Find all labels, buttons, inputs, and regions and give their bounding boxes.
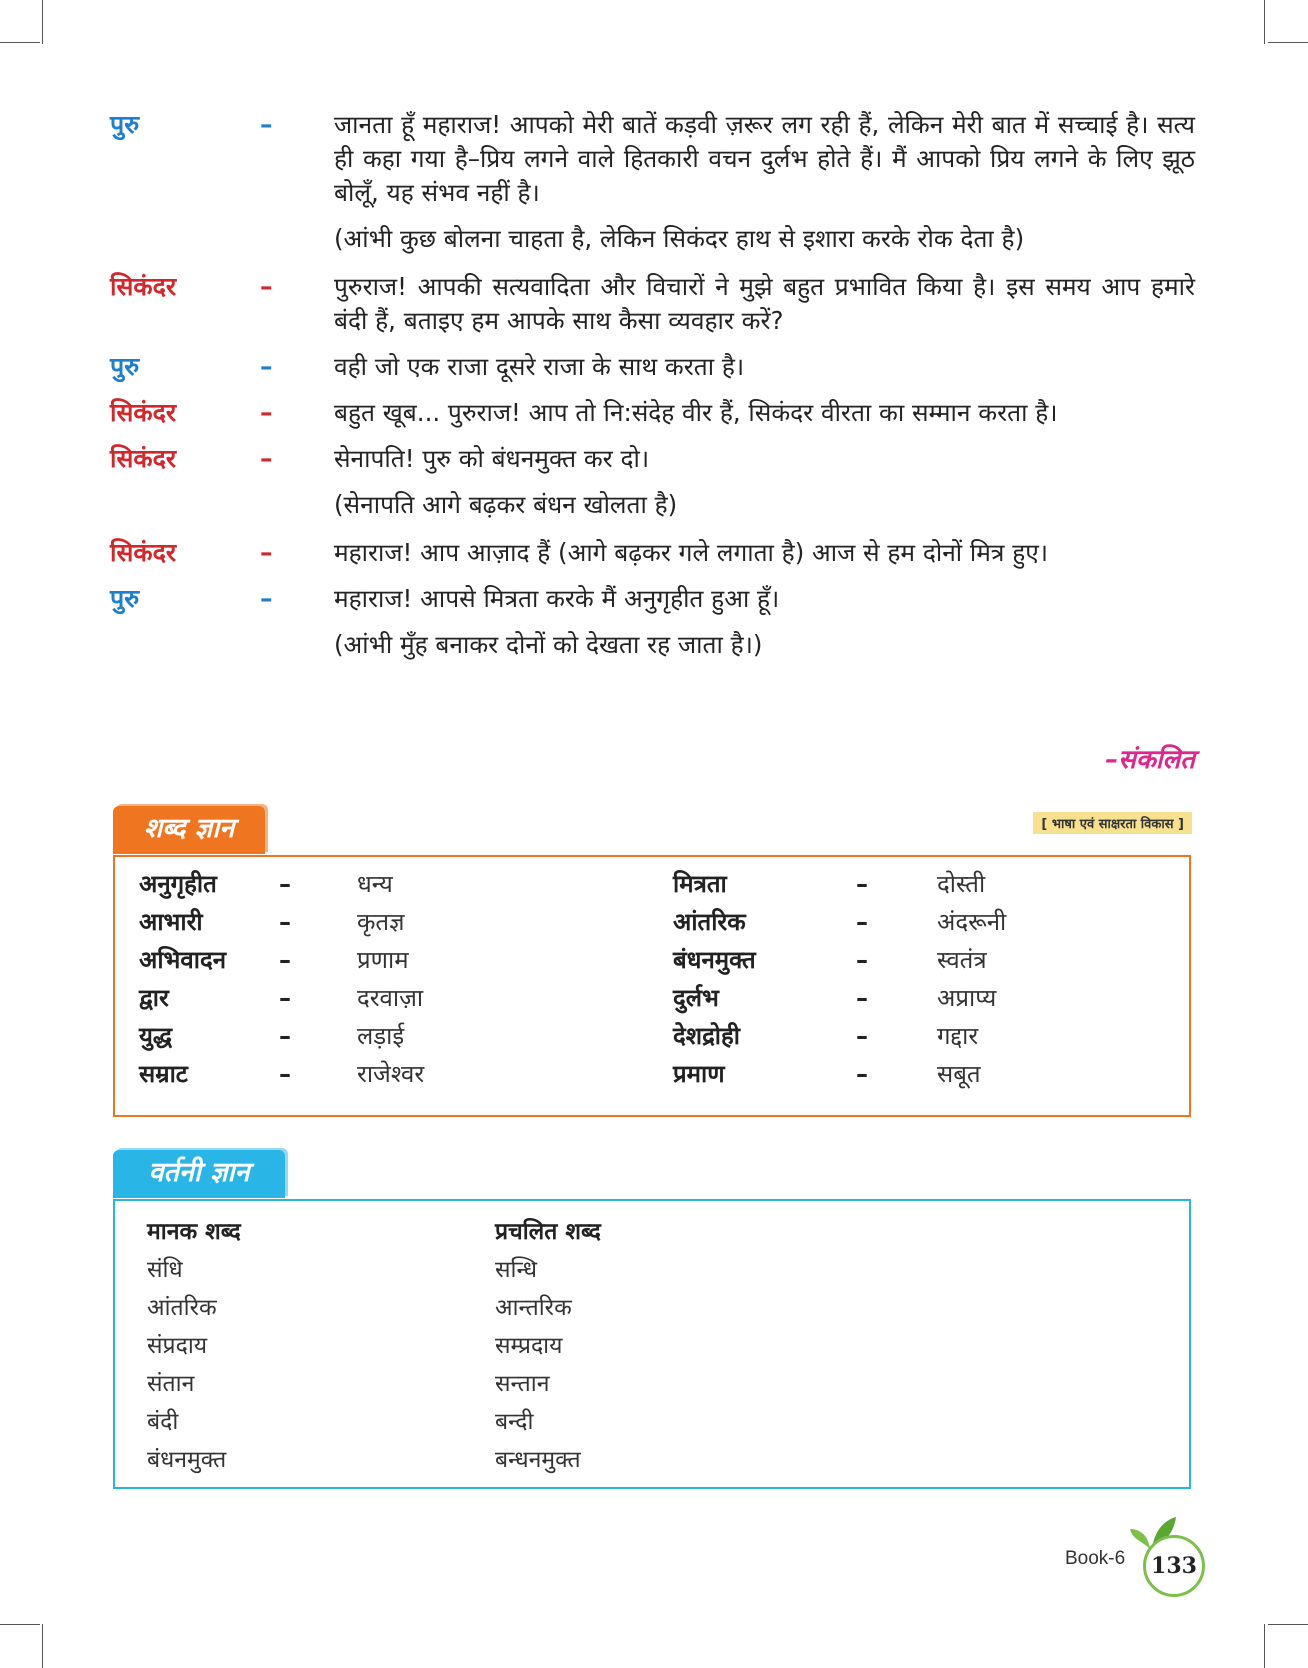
word: अभिवादन [139,946,227,974]
crop-mark [0,42,40,43]
word-row [139,905,203,939]
crop-mark [42,1624,43,1668]
common-word: बन्धनमुक्त [495,1447,581,1473]
dash: – [279,946,291,974]
standard-word: बंधनमुक्त [147,1447,227,1473]
page-number: 133 [1143,1535,1205,1597]
common-word: बन्दी [495,1409,534,1435]
speaker-name: सिकंदर [110,538,177,567]
stage-direction: (आंभी कुछ बोलना चाहता है, लेकिन सिकंदर हाथ से इशारा करके रोक देता है) [334,224,1025,253]
crop-mark [42,0,43,44]
speaker-name: सिकंदर [110,444,177,473]
meaning: धन्य [357,870,393,898]
dash: – [260,584,273,613]
speaker-name: सिकंदर [110,272,177,301]
speech-text: पुरुराज! आपकी सत्यवादिता और विचारों ने मुझे बहुत प्रभावित किया है। इस समय आप हमारे बंदी हैं, बताइए हम आपके साथ कैसा व्यवहार करें? [334,272,1195,335]
meaning: सबूत [937,1060,981,1088]
dash: – [260,538,273,567]
crop-mark [1268,1624,1308,1625]
dash: – [260,272,273,301]
speech-text: महाराज! आपसे मित्रता करके मैं अनुगृहीत हुआ हूँ। [334,584,780,613]
dash: – [260,398,273,427]
source-credit: –संकलित [1105,745,1195,775]
crop-mark [1264,0,1265,44]
standard-word: संधि [147,1257,183,1283]
dash: – [260,110,273,139]
column-header-common: प्रचलित शब्द [495,1219,601,1245]
meaning: अप्राप्य [937,984,997,1012]
speech-text: बहुत खूब... पुरुराज! आप तो नि:संदेह वीर हैं, सिकंदर वीरता का सम्मान करता है। [334,398,1058,427]
standard-word: संतान [147,1371,195,1397]
dash: – [260,444,273,473]
dialogue-section [110,108,1195,676]
shabd-gyan-heading: शब्द ज्ञान [113,806,265,854]
speaker-name: पुरु [110,352,140,381]
crop-mark [0,1624,40,1625]
vartani-gyan-box [113,1199,1191,1489]
dash: – [856,908,868,936]
dialogue-line [110,396,1195,430]
dialogue-line [110,582,1195,616]
stage-direction: (आंभी मुँह बनाकर दोनों को देखता रह जाता है।) [334,630,763,659]
dash: – [856,1060,868,1088]
word: आंतरिक [673,908,746,936]
dash: – [279,1060,291,1088]
dash: – [279,908,291,936]
column-header-standard: मानक शब्द [147,1219,241,1245]
meaning: दरवाज़ा [357,984,424,1012]
speech-text: सेनापति! पुरु को बंधनमुक्त कर दो। [334,444,650,473]
dialogue-line [110,350,1195,384]
dialogue-line [110,536,1195,570]
speech-text: जानता हूँ महाराज! आपको मेरी बातें कड़वी ज़रूर लग रही हैं, लेकिन मेरी बात में सच्चाई है। सत्य ही कहा गया है–प्रिय लगने वाले हितकारी वचन दुर्लभ होते हैं। मैं आपको प्रिय लगने के लिए झूठ बोलूँ, यह संभव नहीं है। [334,110,1195,207]
word: सम्राट [139,1060,188,1088]
book-label: Book-6 [1065,1548,1126,1569]
speech-text: महाराज! आप आज़ाद हैं (आगे बढ़कर गले लगाता है) आज से हम दोनों मित्र हुए। [334,538,1049,567]
dialogue-line [110,270,1195,338]
dash: – [856,984,868,1012]
word: आभारी [139,908,203,936]
stage-direction: (सेनापति आगे बढ़कर बंधन खोलता है) [334,490,678,519]
dash: – [260,352,273,381]
word-row [139,867,217,901]
meaning: लड़ाई [357,1022,405,1050]
meaning: अंदरूनी [937,908,1007,936]
crop-mark [1268,42,1308,43]
vartani-gyan-heading: वर्तनी ज्ञान [113,1150,285,1198]
skill-tag: [ भाषा एवं साक्षरता विकास ] [1033,812,1192,834]
meaning: कृतज्ञ [357,908,405,936]
dash: – [856,946,868,974]
dialogue-line [110,108,1195,210]
standard-word: आंतरिक [147,1295,217,1321]
standard-word: संप्रदाय [147,1333,208,1359]
dialogue-line [110,442,1195,476]
speaker-name: पुरु [110,110,140,139]
speech-text: वही जो एक राजा दूसरे राजा के साथ करता है। [334,352,745,381]
word-row [139,1057,188,1091]
word: देशद्रोही [673,1022,740,1050]
word: प्रमाण [673,1060,725,1088]
shabd-gyan-box [113,855,1191,1117]
word: द्वार [139,984,169,1012]
common-word: सन्तान [495,1371,550,1397]
standard-word: बंदी [147,1409,179,1435]
speaker-name: पुरु [110,584,140,613]
word: मित्रता [673,870,727,898]
meaning: प्रणाम [357,946,409,974]
dash: – [856,1022,868,1050]
word: युद्ध [139,1022,173,1050]
dash: – [856,870,868,898]
meaning: स्वतंत्र [937,946,987,974]
common-word: आन्तरिक [495,1295,572,1321]
word-row [139,943,226,977]
word: अनुगृहीत [139,870,217,898]
word-row [139,1019,172,1053]
meaning: राजेश्वर [357,1060,425,1088]
dash: – [279,1022,291,1050]
common-word: सन्धि [495,1257,538,1283]
meaning: गद्दार [937,1022,979,1050]
word-row [139,981,169,1015]
common-word: सम्प्रदाय [495,1333,563,1359]
speaker-name: सिकंदर [110,398,177,427]
crop-mark [1264,1624,1265,1668]
dash: – [279,984,291,1012]
word: दुर्लभ [673,984,719,1012]
dash: – [279,870,291,898]
meaning: दोस्ती [937,870,986,898]
word: बंधनमुक्त [673,946,756,974]
